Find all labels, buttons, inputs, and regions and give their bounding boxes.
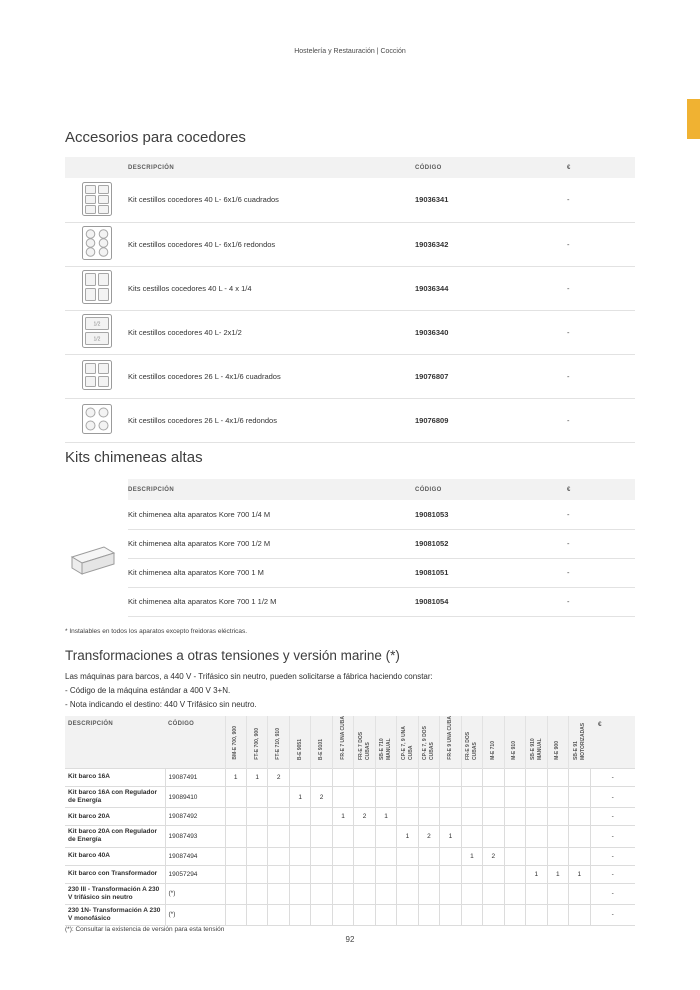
table-row <box>65 847 635 865</box>
quantity-cell <box>332 904 353 925</box>
quantity-cell <box>526 883 547 904</box>
product-description: Kit cestillos cocedores 40 L- 6x1/6 cuadrados <box>128 178 413 222</box>
quantity-cell <box>311 769 332 787</box>
quantity-cell <box>354 847 375 865</box>
quantity-cell <box>504 847 525 865</box>
model-column-header: SB-E 710 MANUAL <box>375 716 396 769</box>
quantity-cell <box>397 883 418 904</box>
transformation-code: 19087491 <box>165 769 225 787</box>
quantity-cell <box>289 826 310 847</box>
quantity-cell: 1 <box>440 826 461 847</box>
product-code: 19036342 <box>413 222 560 266</box>
quantity-cell <box>289 808 310 826</box>
product-code: 19036341 <box>413 178 560 222</box>
transformation-label: Kit barco 20A <box>65 808 165 826</box>
quantity-cell <box>289 847 310 865</box>
column-header-euro: € <box>590 716 635 769</box>
quantity-cell <box>225 847 246 865</box>
table-row <box>65 587 635 616</box>
quantity-cell <box>483 883 504 904</box>
quantity-cell <box>461 787 482 808</box>
quantity-cell: 1 <box>526 865 547 883</box>
column-header-codigo: CÓDIGO <box>413 157 560 178</box>
quantity-cell <box>526 769 547 787</box>
accesorios-header-row <box>65 157 635 178</box>
page-number: 92 <box>345 935 355 944</box>
quantity-cell <box>418 769 439 787</box>
quantity-cell <box>375 826 396 847</box>
quantity-cell <box>225 883 246 904</box>
transformation-price: - <box>590 883 635 904</box>
quantity-cell <box>483 904 504 925</box>
quantity-cell <box>547 904 568 925</box>
basket-grid-6-round-icon <box>82 226 112 260</box>
quantity-cell <box>569 826 591 847</box>
model-column-header: FR-E 9 UNA CUBA <box>440 716 461 769</box>
quantity-cell: 2 <box>483 847 504 865</box>
column-header-descripcion: DESCRIPCIÓN <box>65 716 165 769</box>
product-code: 19081054 <box>413 587 560 616</box>
table-row <box>65 354 635 398</box>
quantity-cell <box>225 787 246 808</box>
quantity-cell: 2 <box>418 826 439 847</box>
svg-text:1/2: 1/2 <box>93 321 100 328</box>
quantity-cell <box>268 904 289 925</box>
column-header-euro: € <box>560 479 635 500</box>
quantity-cell: 1 <box>375 808 396 826</box>
quantity-cell <box>354 769 375 787</box>
quantity-cell <box>246 847 267 865</box>
quantity-cell <box>375 904 396 925</box>
product-price: - <box>560 222 635 266</box>
table-row <box>65 883 635 904</box>
model-column-header: M-E 710 <box>483 716 504 769</box>
product-code: 19076807 <box>413 354 560 398</box>
quantity-cell <box>354 904 375 925</box>
quantity-cell <box>547 769 568 787</box>
product-code: 19036340 <box>413 310 560 354</box>
quantity-cell <box>461 883 482 904</box>
transformation-price: - <box>590 847 635 865</box>
product-code: 19081053 <box>413 500 560 529</box>
quantity-cell <box>504 787 525 808</box>
product-description: Kits cestillos cocedores 40 L - 4 x 1/4 <box>128 266 413 310</box>
transformation-code: 19089410 <box>165 787 225 808</box>
transformation-label: Kit barco con Transformador <box>65 865 165 883</box>
quantity-cell <box>461 808 482 826</box>
quantity-cell <box>418 808 439 826</box>
thumbnail-cell <box>65 500 128 529</box>
quantity-cell <box>311 883 332 904</box>
transformation-label: Kit barco 16A con Regulador de Energía <box>65 787 165 808</box>
column-header-codigo: CÓDIGO <box>413 479 560 500</box>
product-code: 19076809 <box>413 398 560 442</box>
basket-grid-4-round-icon <box>82 404 112 434</box>
transformation-code: 19087492 <box>165 808 225 826</box>
quantity-cell <box>418 883 439 904</box>
quantity-cell <box>246 904 267 925</box>
product-description: Kit chimenea alta aparatos Kore 700 1 M <box>128 558 413 587</box>
quantity-cell <box>461 904 482 925</box>
quantity-cell <box>225 826 246 847</box>
thumbnail-cell <box>65 354 128 398</box>
quantity-cell <box>268 826 289 847</box>
transformation-price: - <box>590 787 635 808</box>
quantity-cell <box>526 904 547 925</box>
model-column-header: FR-E 7 DOS CUBAS <box>354 716 375 769</box>
quantity-cell <box>440 769 461 787</box>
accesorios-table-body <box>65 178 635 442</box>
quantity-cell <box>397 847 418 865</box>
transformation-code: 19087494 <box>165 847 225 865</box>
quantity-cell <box>483 787 504 808</box>
quantity-cell <box>483 769 504 787</box>
quantity-cell <box>440 904 461 925</box>
chimeneas-footnote: * Instalables en todos los aparatos excepto freidoras eléctricas. <box>65 628 248 635</box>
quantity-cell <box>354 883 375 904</box>
quantity-cell <box>225 808 246 826</box>
quantity-cell <box>440 787 461 808</box>
transformation-price: - <box>590 904 635 925</box>
basket-grid-6-square-icon <box>82 182 112 216</box>
model-column-header: B-E 9101 <box>311 716 332 769</box>
quantity-cell <box>311 808 332 826</box>
quantity-cell: 1 <box>246 769 267 787</box>
transformation-code: 19057294 <box>165 865 225 883</box>
quantity-cell <box>332 883 353 904</box>
quantity-cell <box>569 904 591 925</box>
transformation-label: 230 III - Transformación A 230 V trifásico sin neutro <box>65 883 165 904</box>
quantity-cell: 1 <box>289 787 310 808</box>
quantity-cell: 2 <box>311 787 332 808</box>
product-price: - <box>560 398 635 442</box>
transformation-price: - <box>590 769 635 787</box>
section-title-accesorios: Accesorios para cocedores <box>65 129 246 146</box>
transformation-price: - <box>590 865 635 883</box>
quantity-cell <box>569 787 591 808</box>
quantity-cell <box>268 883 289 904</box>
quantity-cell <box>289 769 310 787</box>
quantity-cell <box>461 769 482 787</box>
quantity-cell <box>547 787 568 808</box>
model-column-header: SB-E 910 MANUAL <box>526 716 547 769</box>
thumbnail-cell <box>65 178 128 222</box>
quantity-cell <box>332 826 353 847</box>
product-price: - <box>560 587 635 616</box>
thumbnail-column-header <box>65 157 128 178</box>
quantity-cell <box>246 826 267 847</box>
quantity-cell <box>246 865 267 883</box>
quantity-cell <box>547 808 568 826</box>
quantity-cell <box>289 904 310 925</box>
accesorios-table <box>65 157 635 443</box>
model-column-header: BM-E 700, 900 <box>225 716 246 769</box>
quantity-cell <box>569 847 591 865</box>
quantity-cell <box>268 847 289 865</box>
quantity-cell <box>526 808 547 826</box>
quantity-cell <box>526 826 547 847</box>
model-column-header: FT-E 710, 910 <box>268 716 289 769</box>
product-code: 19081052 <box>413 529 560 558</box>
quantity-cell <box>354 787 375 808</box>
product-price: - <box>560 266 635 310</box>
quantity-cell <box>569 883 591 904</box>
quantity-cell <box>225 904 246 925</box>
transformation-label: Kit barco 20A con Regulador de Energía <box>65 826 165 847</box>
product-price: - <box>560 354 635 398</box>
model-column-header: FR-E 9 DOS CUBAS <box>461 716 482 769</box>
quantity-cell <box>418 847 439 865</box>
breadcrumb: Hostelería y Restauración | Cocción <box>294 48 406 55</box>
transformation-code: (*) <box>165 883 225 904</box>
model-column-header: FT-E 700, 900 <box>246 716 267 769</box>
quantity-cell: 1 <box>569 865 591 883</box>
quantity-cell <box>461 826 482 847</box>
quantity-cell <box>311 904 332 925</box>
quantity-cell: 1 <box>225 769 246 787</box>
quantity-cell <box>440 808 461 826</box>
chimeneas-table <box>65 479 635 617</box>
thumbnail-cell <box>65 398 128 442</box>
quantity-cell <box>289 865 310 883</box>
quantity-cell <box>418 787 439 808</box>
quantity-cell <box>225 865 246 883</box>
product-price: - <box>560 178 635 222</box>
quantity-cell <box>354 826 375 847</box>
quantity-cell <box>504 883 525 904</box>
product-description: Kit chimenea alta aparatos Kore 700 1 1/2 M <box>128 587 413 616</box>
quantity-cell <box>440 847 461 865</box>
quantity-cell <box>246 808 267 826</box>
quantity-cell <box>547 826 568 847</box>
transformaciones-header-row <box>65 716 635 769</box>
transformation-price: - <box>590 826 635 847</box>
product-description: Kit cestillos cocedores 40 L- 2x1/2 <box>128 310 413 354</box>
quantity-cell: 2 <box>268 769 289 787</box>
model-column-header: FR-E 7 UNA CUBA <box>332 716 353 769</box>
transformation-price: - <box>590 808 635 826</box>
quantity-cell <box>504 826 525 847</box>
quantity-cell: 1 <box>461 847 482 865</box>
thumbnail-column-header <box>65 479 128 500</box>
model-column-header: M-E 900 <box>547 716 568 769</box>
table-row <box>65 310 635 354</box>
quantity-cell <box>483 826 504 847</box>
quantity-cell: 1 <box>547 865 568 883</box>
quantity-cell <box>246 787 267 808</box>
product-code: 19081051 <box>413 558 560 587</box>
table-row <box>65 558 635 587</box>
table-row <box>65 529 635 558</box>
product-price: - <box>560 529 635 558</box>
chimeneas-table-body <box>65 500 635 616</box>
column-header-euro: € <box>560 157 635 178</box>
basket-grid-4-square-icon <box>82 360 112 390</box>
table-row <box>65 266 635 310</box>
quantity-cell <box>375 883 396 904</box>
table-row <box>65 222 635 266</box>
quantity-cell <box>397 808 418 826</box>
thumbnail-cell <box>65 266 128 310</box>
product-description: Kit chimenea alta aparatos Kore 700 1/2 M <box>128 529 413 558</box>
quantity-cell <box>440 883 461 904</box>
model-column-header: M-E 910 <box>504 716 525 769</box>
model-column-header: B-E 9051 <box>289 716 310 769</box>
quantity-cell: 1 <box>397 826 418 847</box>
column-header-codigo: CÓDIGO <box>165 716 225 769</box>
transformaciones-table-body <box>65 769 635 926</box>
quantity-cell <box>397 787 418 808</box>
quantity-cell <box>268 787 289 808</box>
quantity-cell <box>483 865 504 883</box>
product-description: Kit cestillos cocedores 40 L- 6x1/6 redondos <box>128 222 413 266</box>
quantity-cell <box>268 808 289 826</box>
thumbnail-cell <box>65 310 128 354</box>
table-row <box>65 826 635 847</box>
quantity-cell: 1 <box>332 808 353 826</box>
product-price: - <box>560 558 635 587</box>
intro-line: - Nota indicando el destino: 440 V Trifásico sin neutro. <box>65 700 257 709</box>
quantity-cell <box>547 847 568 865</box>
transformation-code: (*) <box>165 904 225 925</box>
quantity-cell <box>569 769 591 787</box>
quantity-cell <box>397 904 418 925</box>
quantity-cell <box>483 808 504 826</box>
quantity-cell <box>354 865 375 883</box>
quantity-cell <box>311 826 332 847</box>
quantity-cell <box>332 769 353 787</box>
table-row <box>65 865 635 883</box>
quantity-cell <box>504 865 525 883</box>
section-title-transformaciones: Transformaciones a otras tensiones y versión marine (*) <box>65 648 400 663</box>
thumbnail-cell <box>65 587 128 616</box>
quantity-cell <box>246 883 267 904</box>
quantity-cell: 2 <box>354 808 375 826</box>
table-row <box>65 500 635 529</box>
quantity-cell <box>504 769 525 787</box>
quantity-cell <box>332 787 353 808</box>
column-header-descripcion: DESCRIPCIÓN <box>128 157 413 178</box>
quantity-cell <box>547 883 568 904</box>
intro-line: Las máquinas para barcos, a 440 V - Trifásico sin neutro, pueden solicitarse a fábrica haciendo constar: <box>65 672 433 681</box>
quantity-cell <box>289 883 310 904</box>
quantity-cell <box>526 847 547 865</box>
quantity-cell <box>440 865 461 883</box>
section-color-tab <box>687 99 700 139</box>
table-row <box>65 808 635 826</box>
quantity-cell <box>397 865 418 883</box>
product-description: Kit chimenea alta aparatos Kore 700 1/4 M <box>128 500 413 529</box>
product-description: Kit cestillos cocedores 26 L - 4x1/6 cuadrados <box>128 354 413 398</box>
quantity-cell <box>504 904 525 925</box>
quantity-cell <box>418 865 439 883</box>
model-column-header: CP-E 7, 9 UNA CUBA <box>397 716 418 769</box>
quantity-cell <box>397 769 418 787</box>
quantity-cell <box>375 847 396 865</box>
product-price: - <box>560 310 635 354</box>
table-row <box>65 398 635 442</box>
product-code: 19036344 <box>413 266 560 310</box>
transformaciones-table <box>65 716 635 926</box>
quantity-cell <box>418 904 439 925</box>
transformation-label: Kit barco 16A <box>65 769 165 787</box>
transformation-label: Kit barco 40A <box>65 847 165 865</box>
chimeneas-table-wrap <box>65 479 635 619</box>
thumbnail-cell <box>65 222 128 266</box>
transformaciones-footnote: (*): Consultar la existencia de versión para esta tensión <box>65 926 225 933</box>
quantity-cell <box>332 847 353 865</box>
quantity-cell <box>375 865 396 883</box>
product-description: Kit cestillos cocedores 26 L - 4x1/6 redondos <box>128 398 413 442</box>
transformation-label: 230 1N- Transformación A 230 V monofásico <box>65 904 165 925</box>
basket-grid-2-half-icon <box>82 314 112 348</box>
chimeneas-header-row <box>65 479 635 500</box>
model-column-header: SB-E 91 MOTORIZADAS <box>569 716 591 769</box>
chimney-kit-image <box>67 541 119 581</box>
model-column-header: CP-E 7, 9 DOS CUBAS <box>418 716 439 769</box>
table-row <box>65 769 635 787</box>
quantity-cell <box>569 808 591 826</box>
basket-grid-4-quarter-icon <box>82 270 112 304</box>
table-row <box>65 787 635 808</box>
product-price: - <box>560 500 635 529</box>
column-header-descripcion: DESCRIPCIÓN <box>128 479 413 500</box>
quantity-cell <box>375 769 396 787</box>
table-row <box>65 178 635 222</box>
quantity-cell <box>311 865 332 883</box>
section-title-chimeneas: Kits chimeneas altas <box>65 449 203 466</box>
quantity-cell <box>461 865 482 883</box>
quantity-cell <box>375 787 396 808</box>
quantity-cell <box>332 865 353 883</box>
svg-text:1/2: 1/2 <box>93 336 100 343</box>
quantity-cell <box>311 847 332 865</box>
quantity-cell <box>268 865 289 883</box>
quantity-cell <box>504 808 525 826</box>
quantity-cell <box>526 787 547 808</box>
transformaciones-intro <box>65 670 433 712</box>
table-row <box>65 904 635 925</box>
transformation-code: 19087493 <box>165 826 225 847</box>
intro-line: - Código de la máquina estándar a 400 V 3+N. <box>65 686 231 695</box>
